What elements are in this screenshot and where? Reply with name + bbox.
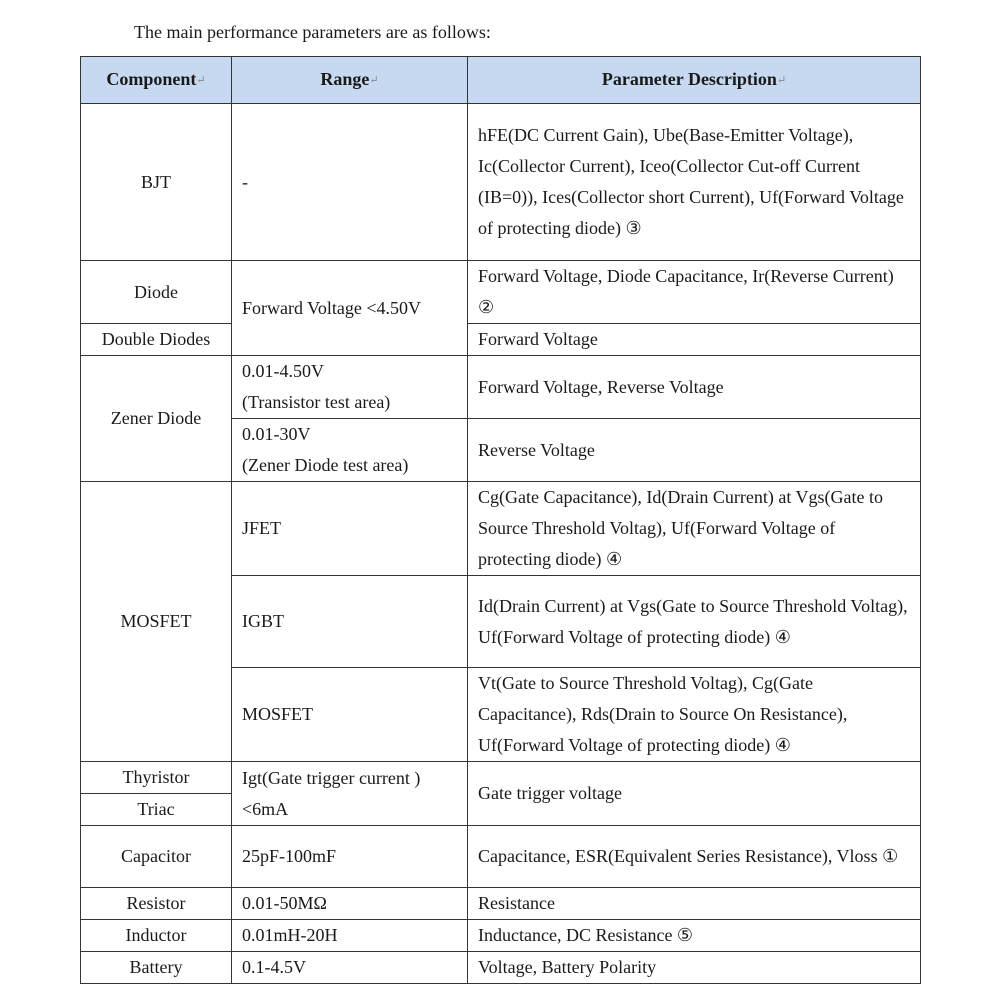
- table-row: [81, 356, 921, 419]
- cell-range: 0.1-4.5V: [232, 952, 468, 984]
- header-component: Component↵: [81, 57, 232, 104]
- cell-component: Capacitor: [81, 826, 232, 888]
- intro-text: The main performance parameters are as follows:: [134, 22, 491, 42]
- return-mark-icon: ↵: [369, 74, 379, 87]
- cell-component: Double Diodes: [81, 324, 232, 356]
- table-row: [81, 826, 921, 888]
- table-row: [81, 920, 921, 952]
- table-row: [81, 888, 921, 920]
- table-row: [81, 762, 921, 794]
- cell-range: 25pF-100mF: [232, 826, 468, 888]
- cell-component: Diode: [81, 261, 232, 324]
- cell-description: Resistance: [468, 888, 921, 920]
- cell-range: Igt(Gate trigger current )<6mA: [232, 762, 468, 826]
- table-row: [81, 482, 921, 576]
- cell-description: Forward Voltage: [468, 324, 921, 356]
- cell-component: Resistor: [81, 888, 232, 920]
- cell-range: MOSFET: [232, 668, 468, 762]
- performance-table: [80, 56, 921, 984]
- cell-component: MOSFET: [81, 482, 232, 762]
- cell-component: BJT: [81, 104, 232, 261]
- header-range: Range↵: [232, 57, 468, 104]
- cell-range: 0.01mH-20H: [232, 920, 468, 952]
- header-description: Parameter Description↵: [468, 57, 921, 104]
- cell-component: Battery: [81, 952, 232, 984]
- cell-component: Triac: [81, 794, 232, 826]
- header-row: [81, 57, 921, 104]
- return-mark-icon: ↵: [196, 74, 206, 87]
- cell-description: Vt(Gate to Source Threshold Voltag), Cg(Gate Capacitance), Rds(Drain to Source On Resistance), Uf(Forward Voltage of protecting diode) ④: [468, 668, 921, 762]
- cell-range: 0.01-50MΩ: [232, 888, 468, 920]
- cell-component: Inductor: [81, 920, 232, 952]
- cell-description: Forward Voltage, Reverse Voltage: [468, 356, 921, 419]
- cell-range: -: [232, 104, 468, 261]
- cell-component: Zener Diode: [81, 356, 232, 482]
- cell-description: Inductance, DC Resistance ⑤: [468, 920, 921, 952]
- return-mark-icon: ↵: [776, 74, 787, 87]
- cell-description: Gate trigger voltage: [468, 762, 921, 826]
- cell-range: IGBT: [232, 576, 468, 668]
- cell-description: Cg(Gate Capacitance), Id(Drain Current) at Vgs(Gate to Source Threshold Voltag), Uf(Forward Voltage of protecting diode) ④: [468, 482, 921, 576]
- table-row: [81, 324, 921, 356]
- table-row: [81, 104, 921, 261]
- cell-component: Thyristor: [81, 762, 232, 794]
- table-row: [81, 952, 921, 984]
- cell-range: 0.01-30V (Zener Diode test area): [232, 419, 468, 482]
- cell-description: Reverse Voltage: [468, 419, 921, 482]
- cell-range: 0.01-4.50V (Transistor test area): [232, 356, 468, 419]
- cell-description: Voltage, Battery Polarity: [468, 952, 921, 984]
- cell-description: Capacitance, ESR(Equivalent Series Resistance), Vloss ①: [468, 826, 921, 888]
- cell-range: JFET: [232, 482, 468, 576]
- cell-description: Forward Voltage, Diode Capacitance, Ir(Reverse Current) ②: [468, 261, 921, 324]
- cell-description: hFE(DC Current Gain), Ube(Base-Emitter Voltage), Ic(Collector Current), Iceo(Collector Cut-off Current (IB=0)), Ices(Collector short Current), Uf(Forward Voltage of protecting diode) ③: [468, 104, 921, 261]
- table-row: [81, 261, 921, 324]
- cell-range: Forward Voltage <4.50V: [232, 261, 468, 356]
- cell-description: Id(Drain Current) at Vgs(Gate to Source Threshold Voltag), Uf(Forward Voltage of protecting diode) ④: [468, 576, 921, 668]
